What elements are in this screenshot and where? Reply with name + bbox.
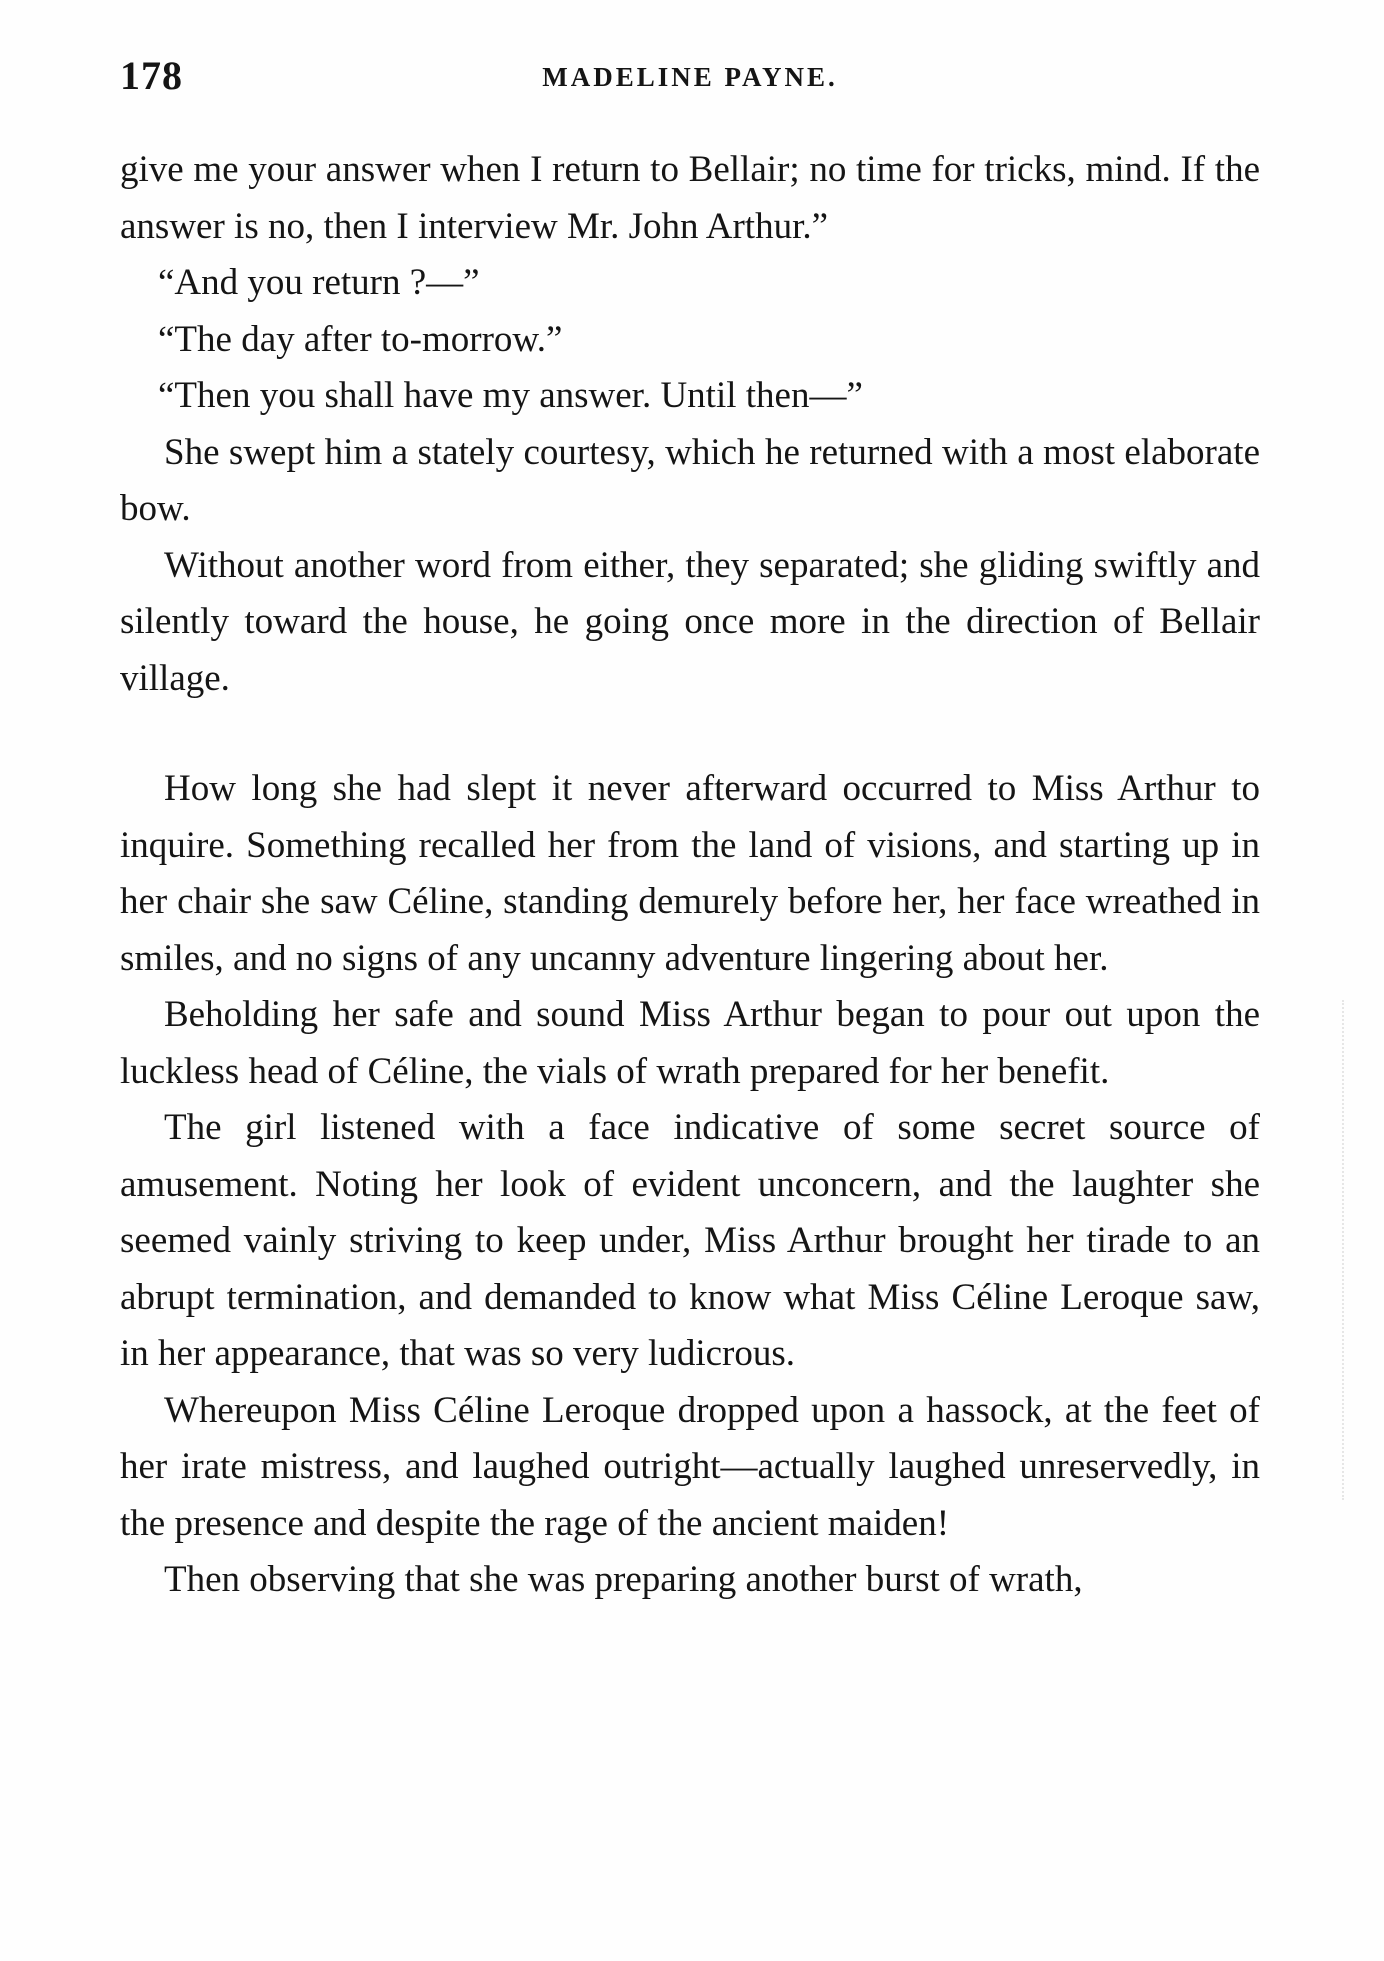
paragraph: Whereupon Miss Céline Leroque dropped upon a hassock, at the feet of her irate mistress, and laughed outright—actually laughed unreservedly, in the presence and despite the rage of the ancient maiden! — [120, 1389, 1260, 1544]
paragraph: Without another word from either, they separated; she gliding swiftly and silently toward the house, he going once more in the direction of Bellair village. — [120, 544, 1260, 699]
section-break — [120, 707, 1260, 761]
paragraph: Then observing that she was preparing another burst of wrath, — [164, 1559, 1083, 1600]
dialogue-line: “Then you shall have my answer. Until then—” — [158, 375, 863, 416]
page-number: 178 — [120, 53, 183, 98]
body-text — [120, 142, 1260, 1609]
page-edge-specks — [1322, 1000, 1344, 1500]
paragraph: How long she had slept it never afterward occurred to Miss Arthur to inquire. Something recalled her from the land of visions, and starting up in her chair she saw Céline, standing demurely before her, her face wreathed in smiles, and no signs of any uncanny adventure lingering about her. — [120, 768, 1260, 979]
page-header — [120, 52, 1260, 102]
paragraph: She swept him a stately courtesy, which he returned with a most elaborate bow. — [120, 431, 1260, 529]
paragraph: Beholding her safe and sound Miss Arthur began to pour out upon the luckless head of Céline, the vials of wrath prepared for her benefit. — [120, 994, 1260, 1092]
dialogue-line: “The day after to-morrow.” — [158, 318, 563, 360]
paragraph: give me your answer when I return to Bellair; no time for tricks, mind. If the answer is no, then I interview Mr. John Arthur.” — [120, 149, 1260, 247]
running-title: MADELINE PAYNE. — [542, 62, 838, 92]
paragraph: The girl listened with a face indicative of some secret source of amusement. Noting her look of evident unconcern, and the laughter she seemed vainly striving to keep under, Miss Arthur brought her tirade to an abrupt termination, and demanded to know what Miss Céline Leroque saw, in her appearance, that was so very ludicrous. — [120, 1107, 1260, 1374]
dialogue-line: “And you return ?—” — [158, 262, 480, 303]
